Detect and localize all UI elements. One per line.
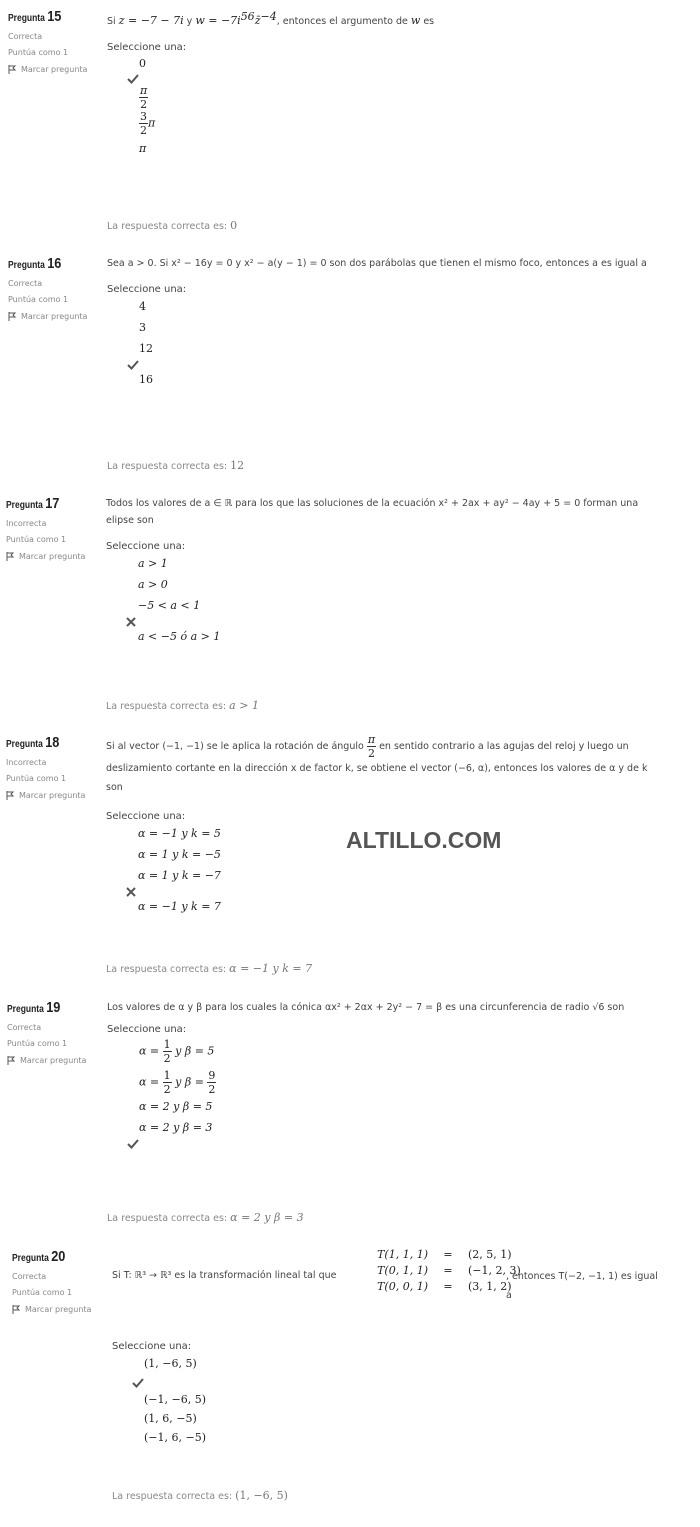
option-radio[interactable]: α = 2 y β = 3 [139,1121,213,1134]
question-info [6,734,101,800]
flag-icon [12,1305,21,1314]
question-text: Sea a > 0. Si x² − 16y = 0 y x² − a(y − 1) = 0 son dos parábolas que tienen el mismo foco, entonces a es igual a [107,258,647,269]
options-list [144,1357,692,1444]
correct-answer: La respuesta correcta es: α = −1 y k = 7 [106,962,313,975]
question-number: Pregunta 18 [6,734,60,751]
options-list [139,300,692,386]
option-radio[interactable]: α = −1 y k = 5 [138,827,221,840]
option-radio[interactable]: 0 [139,57,146,71]
check-icon [127,69,141,83]
option-radio[interactable]: α = $\frac{1}{2}$ y β = 5 [139,1038,215,1065]
question-content [107,999,692,1148]
option-radio[interactable]: α = 2 y β = 5 [139,1100,213,1113]
option-radio[interactable]: a > 1 [138,557,168,570]
correct-answer: La respuesta correcta es: 0 [107,219,238,232]
question-text: Si z = −7 − 7i y $w = -7i^{56}z̄^{-4}$, entonces el argumento de w es [107,10,435,28]
option-radio[interactable]: α = $\frac{1}{2}$ y β = $\frac{9}{2}$ [139,1069,216,1096]
question-info [8,8,103,74]
question-text: Si al vector (−1, −1) se le aplica la rotación de ángulo $\frac{\pi}{2}$ en sentido contrario a las agujas del reloj y luego un deslizamiento cortante en la dirección x de factor k, se obtiene el vector (−6, α), entonces los valores de α y de k son [106,733,648,793]
question-content [107,8,692,155]
question-text: Si T: ℝ³ → ℝ³ es la transformación lineal tal que [112,1270,337,1281]
question-grade: Puntúa como 1 [12,1288,73,1297]
question-number: Pregunta 17 [6,495,60,512]
flag-icon [8,312,17,321]
options-list [139,1039,692,1148]
option-radio[interactable]: a > 0 [138,578,168,591]
question-grade: Puntúa como 1 [6,535,67,544]
option-radio[interactable]: α = 1 y k = −5 [138,848,221,861]
option-radio[interactable]: $\frac{\pi}{2}$ [140,84,148,112]
correct-answer: La respuesta correcta es: α = 2 y β = 3 [107,1211,304,1224]
select-prompt: Seleccione una: [107,1024,187,1035]
check-icon [132,1373,146,1387]
option-radio[interactable]: a < −5 ó a > 1 [138,630,221,643]
option-radio[interactable]: $\frac{3}{2}$ π [140,110,156,138]
cross-icon [126,882,140,896]
option-radio[interactable]: α = 1 y k = −7 [138,869,221,882]
question-text: Los valores de α y β para los cuales la cónica αx² + 2αx + 2y² − 7 = β es una circunferencia de radio √6 son [107,1002,625,1013]
question-grade: Puntúa como 1 [8,48,69,57]
option-radio[interactable]: −5 < a < 1 [138,599,201,612]
option-radio[interactable]: (−1, 6, −5) [144,1431,206,1444]
select-prompt: Seleccione una: [107,42,187,54]
flag-question-link[interactable]: Marcar pregunta [8,312,103,321]
option-radio[interactable]: (1, −6, 5) [144,1357,197,1370]
question-grade: Puntúa como 1 [8,295,69,304]
question-info [8,255,103,321]
question-number: Pregunta 15 [8,8,62,25]
flag-icon [6,552,15,561]
option-radio[interactable]: (1, 6, −5) [144,1412,197,1425]
option-radio[interactable]: (−1, −6, 5) [144,1393,206,1406]
correct-answer: La respuesta correcta es: (1, −6, 5) [112,1489,288,1502]
options-list [139,57,692,155]
flag-question-link[interactable]: Marcar pregunta [6,791,101,800]
question-content [107,255,692,386]
flag-question-link[interactable]: Marcar pregunta [6,552,101,561]
question-state: Correcta [12,1272,47,1281]
option-radio[interactable]: 12 [139,342,153,355]
linear-system: T(1, 1, 1) = (2, 5, 1) T(0, 1, 1) = (−1, 2, 3) T(0, 0, 1) = (3, 1, 2) [377,1248,521,1293]
check-icon [127,1134,141,1148]
question-content [106,734,691,913]
question-state: Correcta [8,279,43,288]
question-text: Todos los valores de a ∈ ℝ para los que las soluciones de la ecuación x² + 2ax + ay² − 4ay + 5 = 0 forman una elipse son [106,498,639,526]
flag-question-link[interactable]: Marcar pregunta [12,1305,107,1314]
question-state: Incorrecta [6,758,47,767]
flag-question-link[interactable]: Marcar pregunta [8,65,103,74]
question-number: Pregunta 16 [8,255,62,272]
check-icon [127,355,141,369]
select-prompt: Seleccione una: [106,811,186,822]
question-grade: Puntúa como 1 [7,1039,68,1048]
select-prompt: Seleccione una: [106,541,186,552]
question-state: Incorrecta [6,519,47,528]
select-prompt: Seleccione una: [107,284,187,295]
select-prompt: Seleccione una: [112,1341,192,1352]
question-state: Correcta [7,1023,42,1032]
question-state: Correcta [8,32,43,41]
flag-icon [6,791,15,800]
correct-answer: La respuesta correcta es: a > 1 [106,699,259,712]
question-text-tail: , entonces T(−2, −1, 1) es igual a [506,1271,658,1301]
question-info [7,999,102,1065]
option-radio[interactable]: 3 [139,321,146,334]
option-radio[interactable]: 4 [139,300,146,313]
option-radio[interactable]: π [139,142,147,156]
flag-icon [8,65,17,74]
question-grade: Puntúa como 1 [6,774,67,783]
question-number: Pregunta 20 [12,1248,66,1265]
question-content [106,495,691,643]
flag-icon [7,1056,16,1065]
option-radio[interactable]: α = −1 y k = 7 [138,900,221,913]
flag-question-link[interactable]: Marcar pregunta [7,1056,102,1065]
option-radio[interactable]: 16 [139,373,153,386]
question-info [6,495,101,561]
question-info [12,1248,107,1314]
watermark-text: ALTILLO.COM [346,827,502,853]
question-number: Pregunta 19 [7,999,61,1016]
correct-answer: La respuesta correcta es: 12 [107,459,245,472]
options-list [138,557,691,643]
cross-icon [126,612,140,626]
